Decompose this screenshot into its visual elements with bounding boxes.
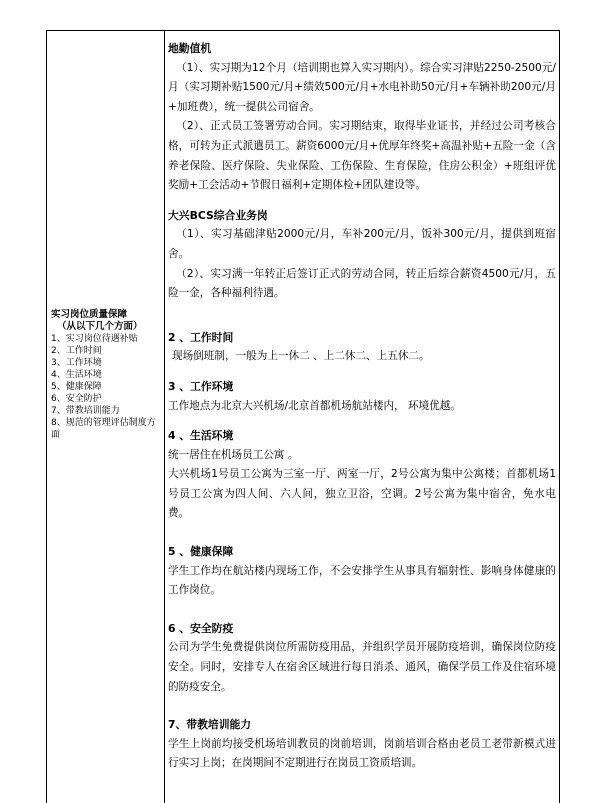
section-heading: 3 、工作环境 (168, 379, 234, 393)
paragraph: （2）、正式员工签署劳动合同。实习期结束，取得毕业证书，并经过公司考核合格，可转为正式派遣员工。薪资6000元/月+优厚年终奖+高温补贴+五险一金（含养老保险、医疗保险、失业保险、工伤保险、生育保险，住房公积金）+班组评优奖励+工会活动+节假日福利+定期体检+团队建设等。 (168, 120, 556, 192)
list-item: 8、规范的管理评估制度方面 (51, 418, 156, 440)
left-subtitle: （从以下几个方面） (57, 321, 143, 332)
paragraph: 学生工作均在航站楼内现场工作，不会安排学生从事具有辐射性、影响身体健康的工作岗位。 (168, 564, 556, 597)
section-heading: 4 、生活环境 (168, 429, 234, 443)
list-item: 2、工作时间 (51, 346, 102, 356)
list-item: 5、健康保障 (51, 382, 102, 392)
section-heading: 2 、工作时间 (168, 330, 234, 344)
list-item: 6、安全防护 (51, 394, 102, 404)
paragraph: 工作地点为北京大兴机场/北京首都机场航站楼内， 环境优越。 (168, 399, 461, 412)
paragraph: 学生上岗前均接受机场培训教员的岗前培训，岗前培训合格由老员工老带新模式进行实习上岗；在岗期间不定期进行在岗员工资质培训。 (168, 737, 556, 770)
left-cell (51, 309, 161, 441)
section-heading: 7、带教培训能力 (168, 718, 252, 732)
paragraph: （1）、实习基础津贴2000元/月，车补200元/月，饭补300元/月，提供到班宿舍。 (168, 228, 556, 260)
paragraph: （1）、实习期为12个月（培训期也算入实习期内）。综合实习津贴2250-2500元/月（实习期补贴1500元/月+绩效500元/月+水电补助50元/月+车辆补助200元/月+加班费），统一提供公司宿舍。 (168, 61, 556, 113)
paragraph: 现场倒班制，一般为上一休二 、上二休二、上五休二。 (172, 350, 430, 363)
quality-table (46, 30, 560, 803)
right-cell (168, 39, 556, 774)
paragraph: 公司为学生免费提供岗位所需防疫用品，并组织学员开展防疫培训，确保岗位防疫安全。同时，安排专人在宿舍区域进行每日消杀、通风，确保学员工作及住宿环境的防疫安全。 (168, 641, 556, 693)
paragraph: 统一居住在机场员工公寓 。 (168, 448, 299, 461)
section-heading: 大兴BCS综合业务岗 (168, 208, 268, 222)
paragraph: （2）、实习满一年转正后签订正式的劳动合同，转正后综合薪资4500元/月，五险一金，各种福利待遇。 (168, 267, 556, 300)
left-title: 实习岗位质量保障 (51, 309, 128, 320)
list-item: 3、工作环境 (51, 358, 102, 368)
list-item: 7、带教培训能力 (51, 406, 120, 416)
section-heading: 地勤值机 (168, 42, 212, 55)
list-item: 1、实习岗位待遇补贴 (51, 334, 138, 344)
section-heading: 5 、健康保障 (168, 545, 234, 559)
section-heading: 6 、安全防疫 (168, 621, 234, 635)
column-divider (164, 31, 165, 803)
list-item: 4、生活环境 (51, 370, 102, 380)
paragraph: 大兴机场1号员工公寓为三室一厅、两室一厅，2号公寓为集中公寓楼；首都机场1号员工公寓为四人间、六人间，独立卫浴，空调。2号公寓为集中宿舍，免水电费。 (168, 468, 556, 520)
